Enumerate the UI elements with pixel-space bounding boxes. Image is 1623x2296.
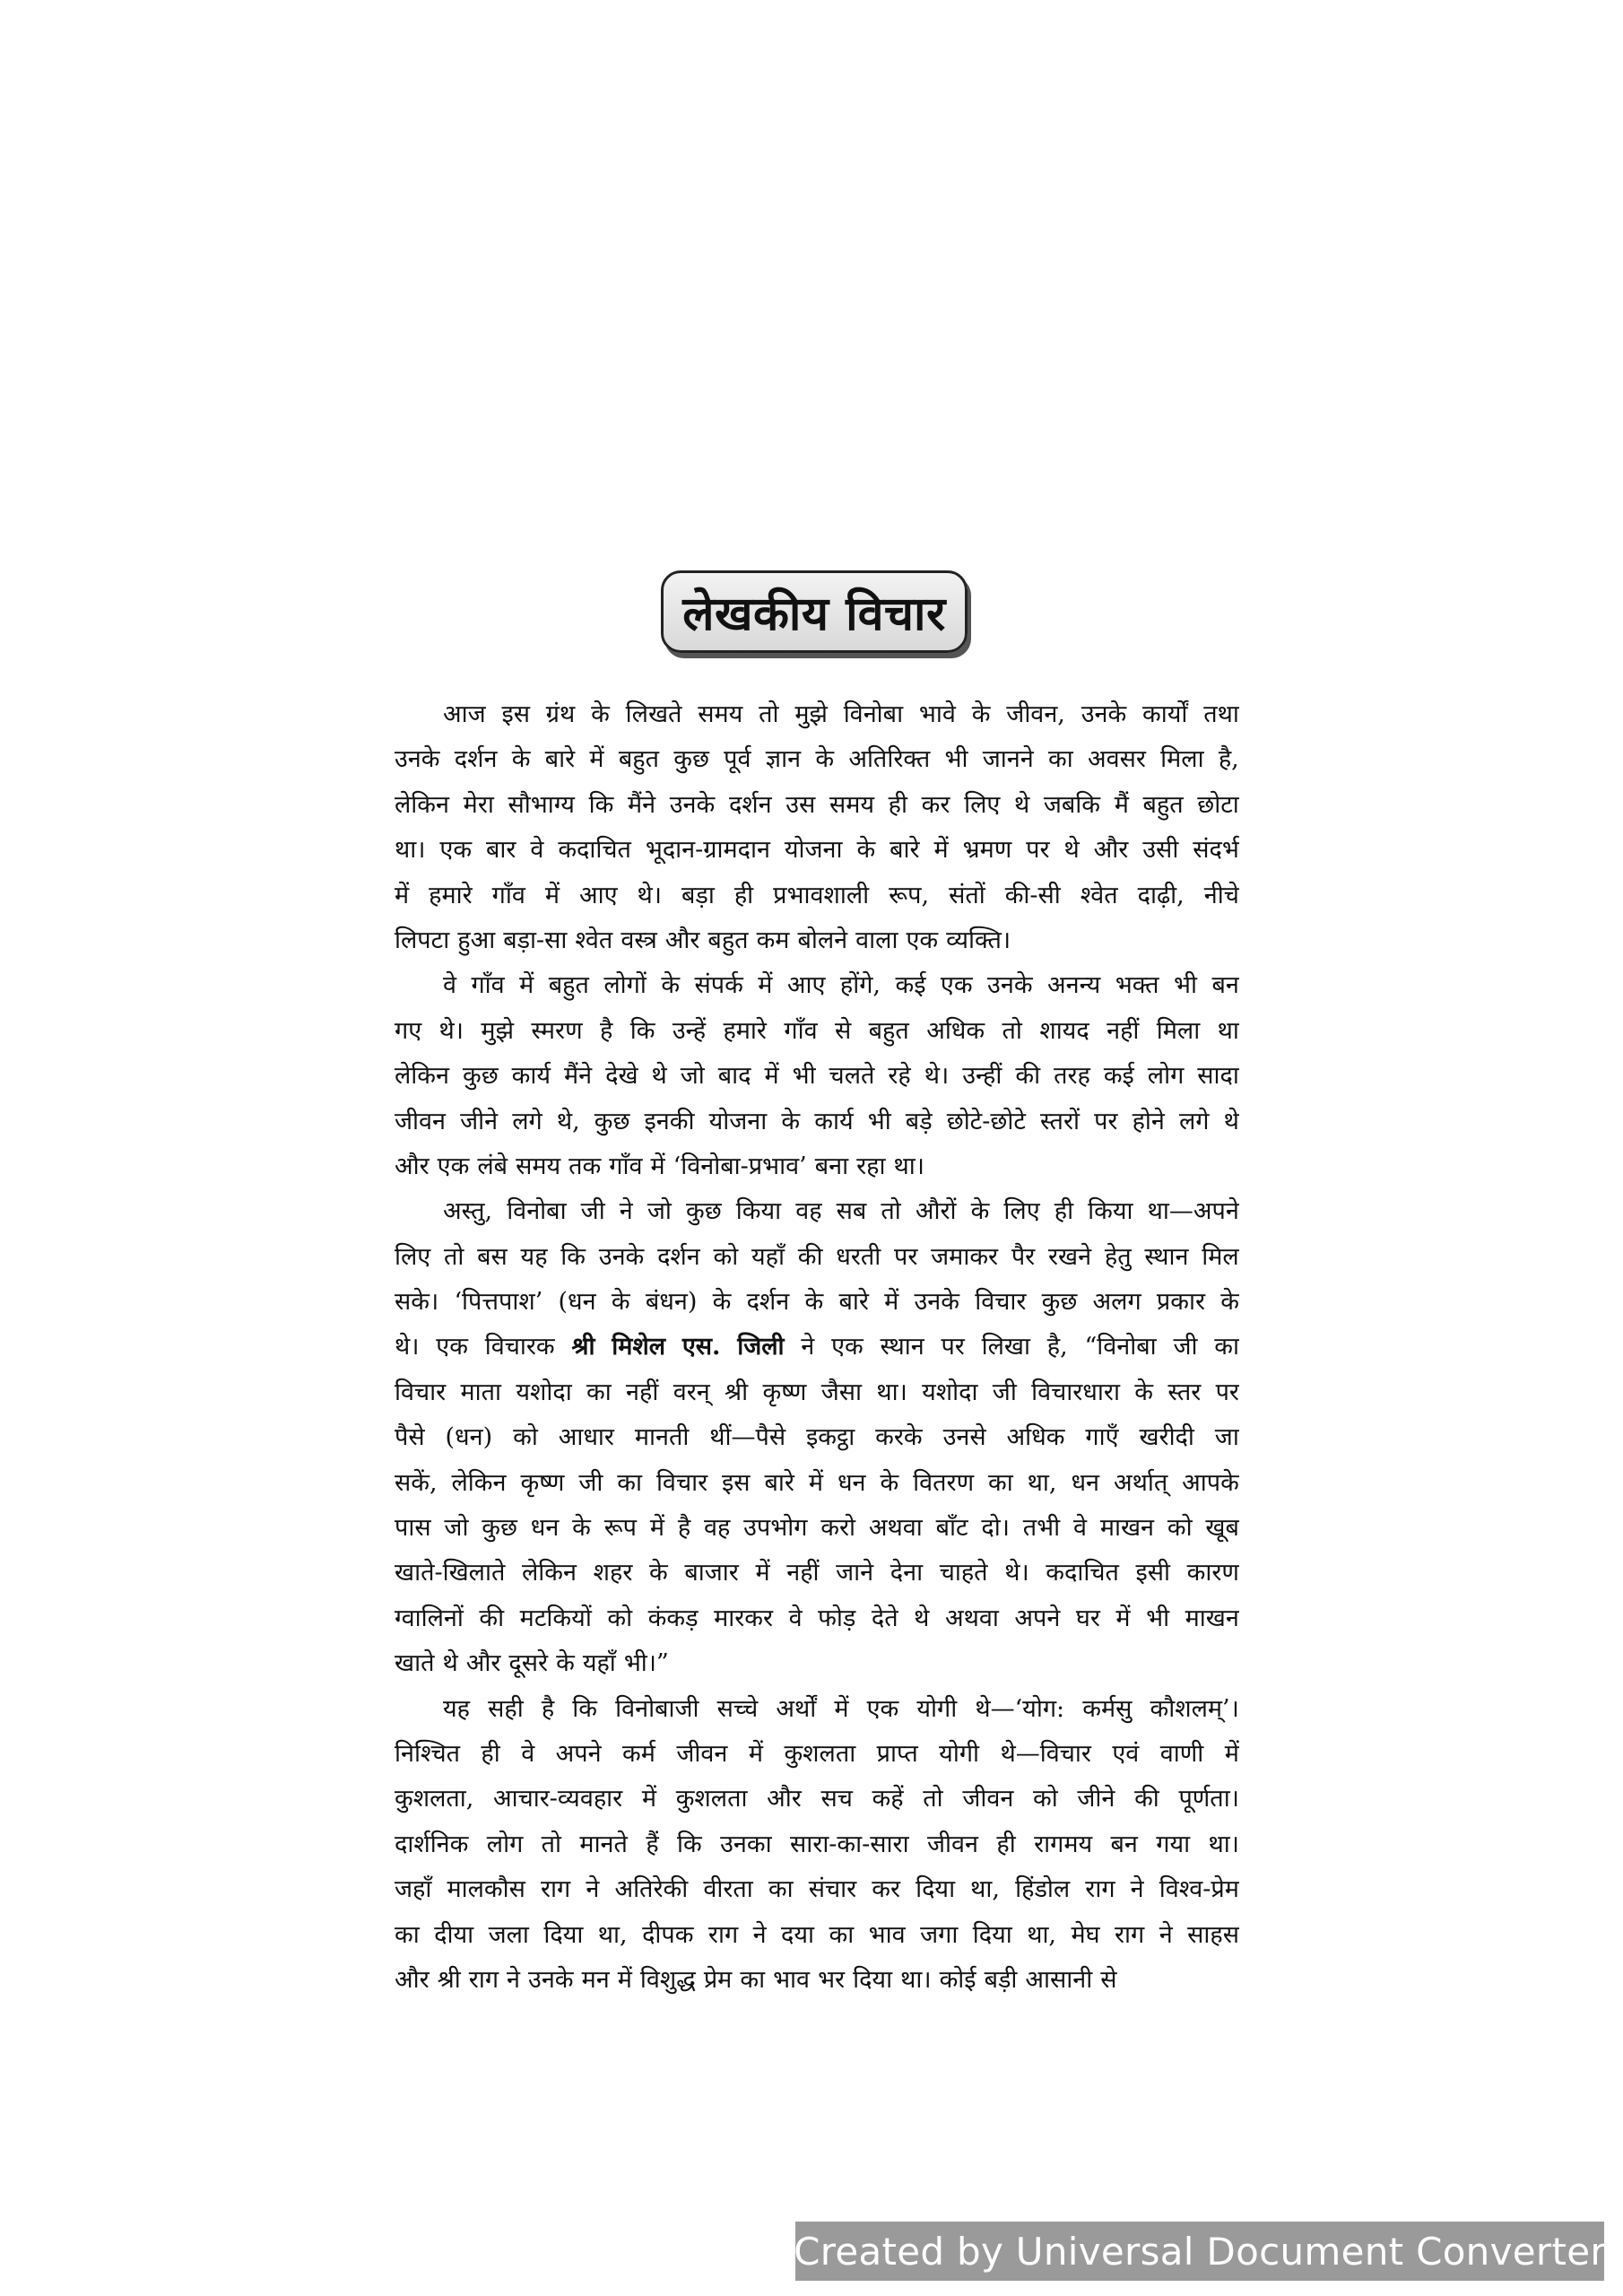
text-line: लिपटा हुआ बड़ा-सा श्वेत वस्त्र और बहुत कम बोलने वाला एक व्यक्ति।: [395, 926, 1011, 954]
text-line: का दीया जला दिया था, दीपक राग ने दया का भाव जगा दिया था, मेघ राग ने साहस: [395, 1920, 1239, 1949]
text-line: आज इस ग्रंथ के लिखते समय तो मुझे विनोबा भावे के जीवन, उनके कार्यों तथा: [443, 700, 1239, 728]
body-text: [395, 692, 1239, 2003]
text-line: गए थे। मुझे स्मरण है कि उन्हें हमारे गाँव से बहुत अधिक तो शायद नहीं मिला था: [395, 1016, 1239, 1045]
text-line: दार्शनिक लोग तो मानते हैं कि उनका सारा-का-सारा जीवन ही रागमय बन गया था।: [395, 1830, 1239, 1858]
text-line: विचार माता यशोदा का नहीं वरन् श्री कृष्ण जैसा था। यशोदा जी विचारधारा के स्तर पर: [395, 1378, 1239, 1406]
text-line: ग्वालिनों की मटकियों को कंकड़ मारकर वे फोड़ देते थे अथवा अपने घर में भी माखन: [395, 1604, 1239, 1632]
text-line: यह सही है कि विनोबाजी सच्चे अर्थों में एक योगी थे—‘योग: कर्मसु कौशलम्’।: [443, 1694, 1239, 1723]
paragraph: [395, 692, 1239, 963]
text-line: उनके दर्शन के बारे में बहुत कुछ पूर्व ज्ञान के अतिरिक्त भी जानने का अवसर मिला है,: [395, 745, 1239, 774]
text-line: और एक लंबे समय तक गाँव में ‘विनोबा-प्रभाव’ बना रहा था।: [395, 1152, 924, 1180]
text-line: लेकिन मेरा सौभाग्य कि मैंने उनके दर्शन उस समय ही कर लिए थे जबकि मैं बहुत छोटा: [395, 790, 1239, 819]
paragraph: [395, 1687, 1239, 2004]
text-line: खाते थे और दूसरे के यहाँ भी।”: [395, 1649, 669, 1678]
text-line: और श्री राग ने उनके मन में विशुद्ध प्रेम का भाव भर दिया था। कोई बड़ी आसानी से: [395, 1965, 1117, 1994]
text-line: था। एक बार वे कदाचित भूदान-ग्रामदान योजना के बारे में भ्रमण पर थे और उसी संदर्भ: [395, 836, 1239, 865]
text-line: सकें, लेकिन कृष्ण जी का विचार इस बारे में धन के वितरण का था, धन अर्थात् आपके: [395, 1468, 1239, 1497]
title-box: [661, 570, 968, 653]
text-line: जहाँ मालकौस राग ने अतिरेकी वीरता का संचार कर दिया था, हिंडोल राग ने विश्व-प्रेम: [395, 1875, 1239, 1904]
text-line: लेकिन कुछ कार्य मैंने देखे थे जो बाद में भी चलते रहे थे। उन्हीं की तरह कई लोग सादा: [395, 1062, 1239, 1091]
text-line: पैसे (धन) को आधार मानती थीं—पैसे इकट्ठा करके उनसे अधिक गाएँ खरीदी जा: [395, 1423, 1239, 1452]
text-line: खाते-खिलाते लेकिन शहर के बाजार में नहीं जाने देना चाहते थे। कदाचित इसी कारण: [395, 1559, 1239, 1587]
page-title: लेखकीय विचार: [682, 587, 946, 641]
text-line: पास जो कुछ धन के रूप में है वह उपभोग करो अथवा बाँट दो। तभी वे माखन को खूब: [395, 1514, 1239, 1543]
text-line: निश्चित ही वे अपने कर्म जीवन में कुशलता प्राप्त योगी थे—विचार एवं वाणी में: [395, 1739, 1239, 1768]
watermark-text: Created by Universal Document Converter: [794, 2229, 1606, 2274]
text-line: में हमारे गाँव में आए थे। बड़ा ही प्रभावशाली रूप, संतों की-सी श्वेत दाढ़ी, नीचे: [395, 881, 1239, 909]
watermark-banner: [795, 2222, 1604, 2281]
text-line: अस्तु, विनोबा जी ने जो कुछ किया वह सब तो औरों के लिए ही किया था—अपने: [443, 1197, 1239, 1226]
text-line: कुशलता, आचार-व्यवहार में कुशलता और सच कहें तो जीवन को जीने की पूर्णता।: [395, 1785, 1239, 1813]
text-line: सके। ‘पित्तपाश’ (धन के बंधन) के दर्शन के बारे में उनके विचार कुछ अलग प्रकार के: [395, 1288, 1239, 1317]
text-line: जीवन जीने लगे थे, कुछ इनकी योजना के कार्य भी बड़े छोटे-छोटे स्तरों पर होने लगे थे: [395, 1107, 1239, 1135]
paragraph: [395, 963, 1239, 1189]
text-line: वे गाँव में बहुत लोगों के संपर्क में आए होंगे, कई एक उनके अनन्य भक्त भी बन: [443, 971, 1239, 1000]
text-line: थे। एक विचारक श्री मिशेल एस. जिली ने एक स्थान पर लिखा है, “विनोबा जी का: [395, 1333, 1239, 1361]
text-line: लिए तो बस यह कि उनके दर्शन को यहाँ की धरती पर जमाकर पैर रखने हेतु स्थान मिल: [395, 1242, 1239, 1271]
paragraph: [395, 1189, 1239, 1686]
